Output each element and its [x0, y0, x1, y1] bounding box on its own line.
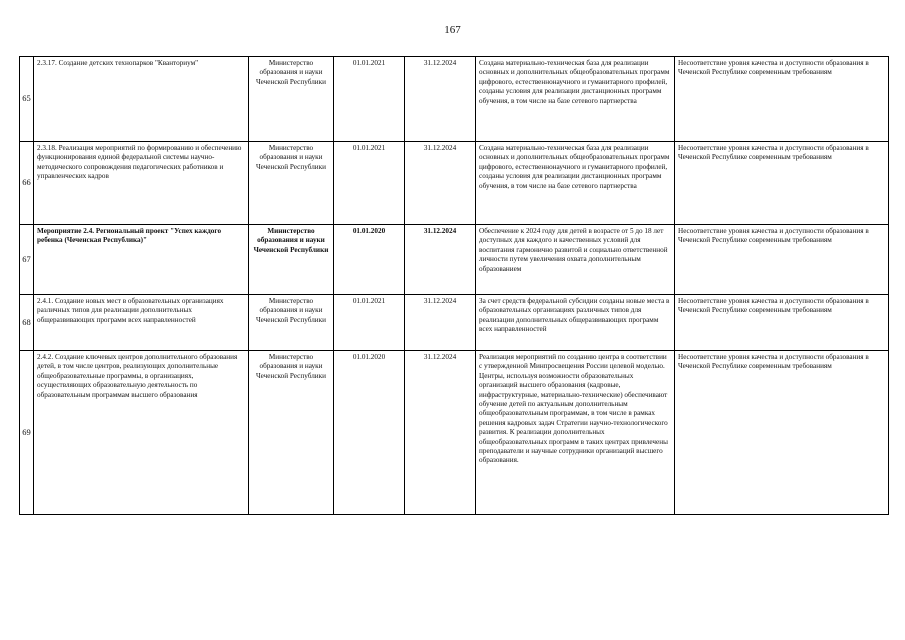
row-number: 68	[20, 295, 34, 351]
expected-result: Создана материально-техническая база для реализации основных и дополнительных общеобразовательных программ цифрового, естественнонаучного и гуманитарного профилей, созданы условия для реализации дистанционных программ обучения, в том числе на базе сетевого партнерства	[476, 142, 675, 225]
end-date: 31.12.2024	[405, 295, 476, 351]
start-date: 01.01.2020	[334, 351, 405, 515]
table-row	[20, 295, 889, 351]
program-table	[19, 56, 889, 515]
risk-description: Несоответствие уровня качества и доступности образования в Чеченской Республике современным требованиям	[675, 225, 889, 295]
expected-result: Обеспечение к 2024 году для детей в возрасте от 5 до 18 лет доступных для каждого и качественных условий для воспитания гармонично развитой и социально ответственной личности путем увеличения охвата дополнительным образованием	[476, 225, 675, 295]
start-date: 01.01.2020	[334, 225, 405, 295]
responsible-org: Министерство образования и науки Чеченской Республики	[249, 142, 334, 225]
table-row	[20, 142, 889, 225]
activity-name: 2.4.1. Создание новых мест в образовательных организациях различных типов для реализации дополнительных общеразвивающих программ всех направленностей	[34, 295, 249, 351]
row-number: 69	[20, 351, 34, 515]
responsible-org: Министерство образования и науки Чеченской Республики	[249, 351, 334, 515]
end-date: 31.12.2024	[405, 142, 476, 225]
table-row	[20, 351, 889, 515]
row-number: 66	[20, 142, 34, 225]
risk-description: Несоответствие уровня качества и доступности образования в Чеченской Республике современным требованиям	[675, 295, 889, 351]
responsible-org: Министерство образования и науки Чеченской Республики	[249, 57, 334, 142]
activity-name: 2.3.18. Реализация мероприятий по формированию и обеспечению функционирования единой федеральной системы научно-методического сопровождения педагогических работников и управленческих кадров	[34, 142, 249, 225]
risk-description: Несоответствие уровня качества и доступности образования в Чеченской Республике современным требованиям	[675, 142, 889, 225]
risk-description: Несоответствие уровня качества и доступности образования в Чеченской Республике современным требованиям	[675, 351, 889, 515]
end-date: 31.12.2024	[405, 351, 476, 515]
table-row	[20, 57, 889, 142]
row-number: 67	[20, 225, 34, 295]
risk-description: Несоответствие уровня качества и доступности образования в Чеченской Республике современным требованиям	[675, 57, 889, 142]
activity-name: 2.4.2. Создание ключевых центров дополнительного образования детей, в том числе центров, реализующих дополнительные общеобразовательные программы, в организациях, осуществляющих образовательную деятельность по образовательным программам высшего образования	[34, 351, 249, 515]
activity-name: 2.3.17. Создание детских технопарков "Кванториум"	[34, 57, 249, 142]
expected-result: Реализация мероприятий по созданию центра в соответствии с утвержденной Минпросвещения России целевой моделью. Центры, используя возможности образовательных организаций высшего образования (кадровые, инфраструктурные, материально-технические) обеспечивают обучение детей по актуальным дополнительным общеобразовательным программам, в том числе в рамках решения кадровых задач Стратегии научно-технологического развития. К реализации дополнительных общеобразовательных программ в таких центрах привлечены преподаватели и научные сотрудники организаций высшего образования.	[476, 351, 675, 515]
table-row	[20, 225, 889, 295]
end-date: 31.12.2024	[405, 57, 476, 142]
row-number: 65	[20, 57, 34, 142]
activity-name: Мероприятие 2.4. Региональный проект "Успех каждого ребенка (Чеченская Республика)"	[34, 225, 249, 295]
page-number: 167	[444, 24, 461, 36]
start-date: 01.01.2021	[334, 295, 405, 351]
expected-result: Создана материально-техническая база для реализации основных и дополнительных общеобразовательных программ цифрового, естественнонаучного и гуманитарного профилей, созданы условия для реализации дистанционных программ обучения, в том числе на базе сетевого партнерства	[476, 57, 675, 142]
responsible-org: Министерство образования и науки Чеченской Республики	[249, 295, 334, 351]
end-date: 31.12.2024	[405, 225, 476, 295]
start-date: 01.01.2021	[334, 142, 405, 225]
expected-result: За счет средств федеральной субсидии созданы новые места в образовательных организациях различных типов для реализации дополнительных общеразвивающих программ всех направленностей	[476, 295, 675, 351]
start-date: 01.01.2021	[334, 57, 405, 142]
responsible-org: Министерство образования и науки Чеченской Республики	[249, 225, 334, 295]
